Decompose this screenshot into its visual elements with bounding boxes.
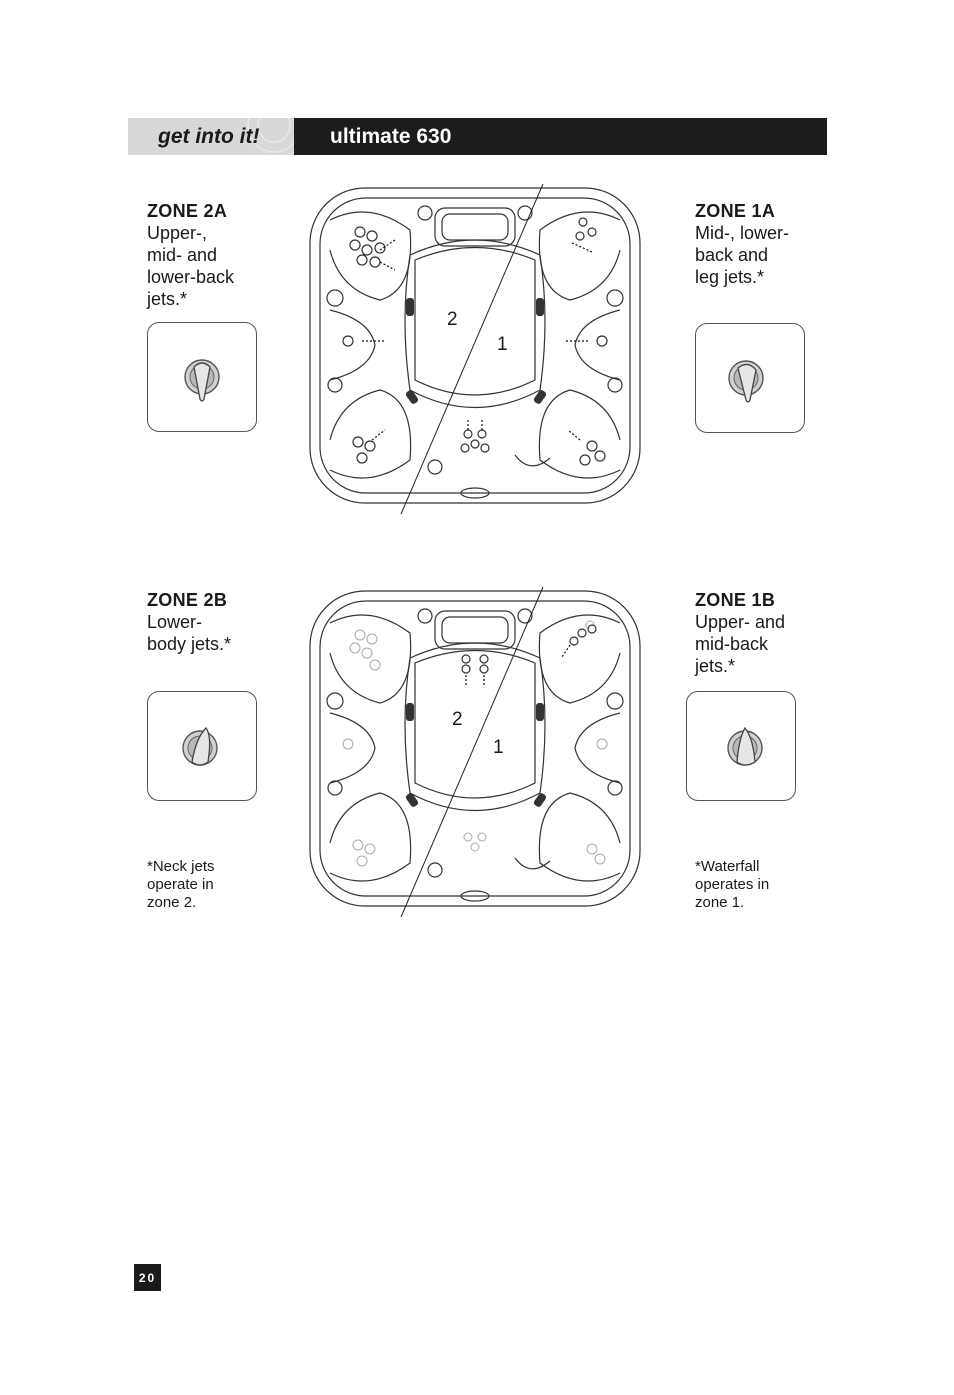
zone-2a-valve-knob bbox=[147, 322, 257, 432]
zone-2b-block bbox=[147, 589, 231, 655]
waterfall-note: *Waterfall operates in zone 1. bbox=[695, 858, 770, 911]
zone-1a-title: ZONE 1A bbox=[695, 201, 776, 221]
header-tab bbox=[128, 118, 294, 155]
zone-2a-title: ZONE 2A bbox=[147, 201, 228, 221]
valve-knob-icon bbox=[148, 692, 256, 800]
zone-1b-title: ZONE 1B bbox=[695, 590, 776, 610]
zone-1b-description: Upper- and mid-back jets.* bbox=[695, 612, 786, 676]
page-title: ultimate 630 bbox=[330, 125, 452, 148]
zone-1a-description: Mid-, lower- back and leg jets.* bbox=[695, 223, 790, 287]
neck-jets-note: *Neck jets operate in zone 2. bbox=[147, 858, 215, 911]
page-number: 20 bbox=[134, 1264, 161, 1291]
tub-diagram-zone-a bbox=[300, 180, 650, 520]
tub-diagram-zone-b bbox=[300, 583, 650, 923]
valve-knob-icon bbox=[687, 692, 795, 800]
diagram-zone-1-label: 1 bbox=[493, 737, 504, 758]
zone-2b-valve-knob bbox=[147, 691, 257, 801]
zone-2b-title: ZONE 2B bbox=[147, 590, 228, 610]
zone-2b-description: Lower- body jets.* bbox=[147, 612, 232, 654]
valve-knob-icon bbox=[148, 323, 256, 431]
zone-1b-valve-knob bbox=[686, 691, 796, 801]
valve-knob-icon bbox=[696, 324, 804, 432]
zone-1b-block bbox=[695, 589, 785, 677]
zone-2a-block bbox=[147, 200, 234, 310]
zone-2a-description: Upper-, mid- and lower-back jets.* bbox=[147, 223, 235, 309]
zone-1a-valve-knob bbox=[695, 323, 805, 433]
diagram-zone-1-label: 1 bbox=[497, 334, 508, 355]
header-bar bbox=[294, 118, 827, 155]
tagline: get into it! bbox=[158, 125, 260, 148]
diagram-zone-2-label: 2 bbox=[452, 709, 463, 730]
diagram-zone-2-label: 2 bbox=[447, 309, 458, 330]
zone-1a-block bbox=[695, 200, 789, 288]
